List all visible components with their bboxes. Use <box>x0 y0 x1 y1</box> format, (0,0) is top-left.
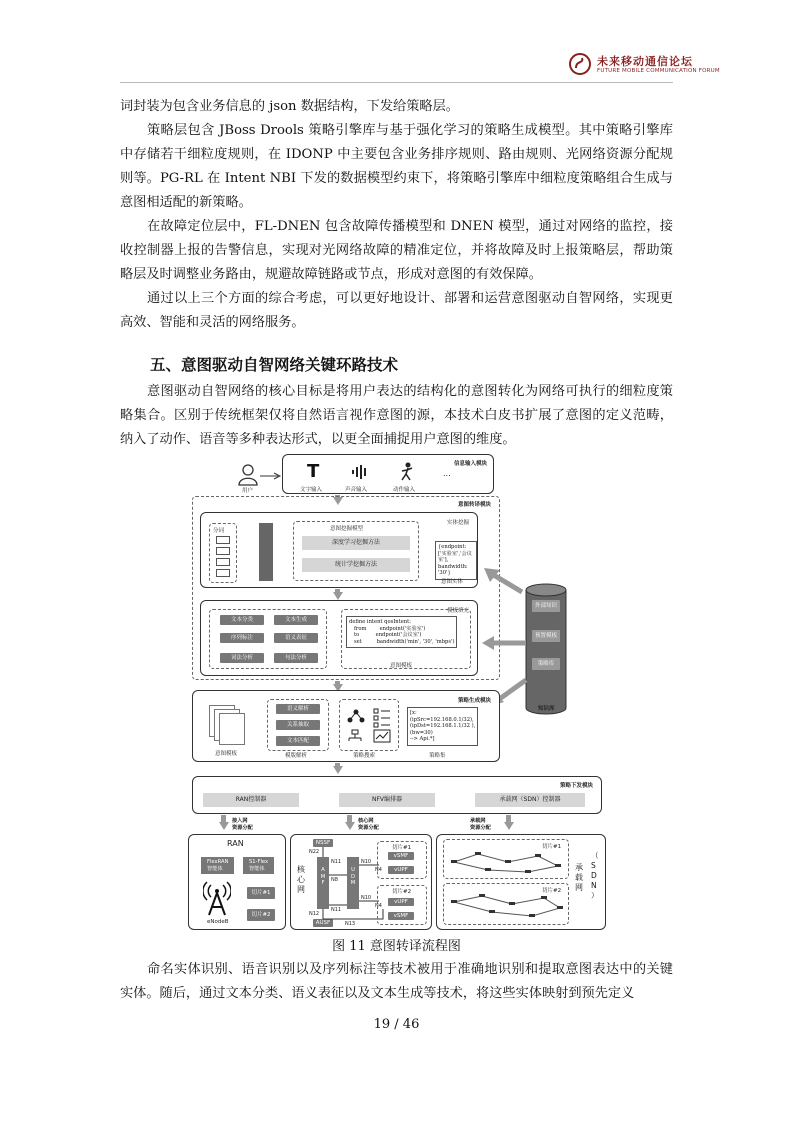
network-topology-icon <box>448 848 566 876</box>
more-inputs: ... <box>443 469 451 478</box>
arrow-down-icon <box>219 822 229 830</box>
bearer-box <box>436 834 606 930</box>
alloc-core: 核心网 资源分配 <box>358 818 379 831</box>
ausf: AUSF <box>313 919 333 927</box>
bearer-slice-2 <box>443 883 569 925</box>
entity-json: {endpoint:['实验室','会议室'], bandwidth: '30'} <box>435 541 477 580</box>
n-label: N10 <box>361 859 372 865</box>
text-input-label: 文字输入 <box>300 487 323 493</box>
alloc-bearer: 承载网 资源分配 <box>470 818 491 831</box>
template-stack-label: 意图模板 <box>215 751 238 757</box>
sdn-controller: 承载网（SDN）控制器 <box>475 793 585 807</box>
segment-label: 分词 <box>213 528 225 534</box>
smf-1: vSMF <box>388 852 414 860</box>
input-module-box <box>282 454 494 494</box>
alloc-access: 接入网 资源分配 <box>232 818 253 831</box>
slice-1-label: 切片#1 <box>392 845 412 851</box>
udm: U D M <box>347 857 359 909</box>
slice-2: 切片#2 <box>247 909 275 921</box>
kb-label: 知识库 <box>538 706 555 712</box>
nlp-grid <box>209 609 327 669</box>
search-icons <box>346 706 394 746</box>
voice-input-label: 声音输入 <box>345 487 368 493</box>
search-box <box>339 699 399 751</box>
n-label: N8 <box>331 877 338 883</box>
template-stack-icon <box>219 713 245 745</box>
parse-item: 关系抽取 <box>276 720 320 730</box>
paragraph-2: 策略层包含 JBoss Drools 策略引擎库与基于强化学习的策略生成模型。其中策略引擎库中存储若干细粒度规则，在 IDONP 中主要包含业务排序规则、路由规则、光网络资源分配规则等。PG-RL 在 Intent NBI 下发的数据模型约束下，将策略引擎库中细粒度策略组合生成与意图相适配的新策略。 <box>120 123 673 210</box>
enodeb-label: eNodeB <box>207 919 229 925</box>
policy-module-box <box>192 690 500 762</box>
network-topology-icon <box>448 892 566 920</box>
template-fill-box <box>200 600 478 676</box>
n-label: N12 <box>309 911 320 917</box>
intent-template-box <box>341 609 471 669</box>
bearer-slice-1 <box>443 839 569 879</box>
forum-logo-icon <box>568 52 592 76</box>
sdn-label: （ S D N ） <box>591 851 599 900</box>
slice-1: 切片#1 <box>247 887 275 899</box>
figure-caption: 图 11 意图转译流程图 <box>332 939 461 954</box>
nlp-item: 文本生成 <box>274 615 318 625</box>
bearer-label: 承 载 网 <box>575 863 583 892</box>
nlp-item: 词法分析 <box>220 653 264 663</box>
search-label: 策略搜索 <box>353 753 376 759</box>
paragraph-1: 词封装为包含业务信息的 json 数据结构，下发给策略层。 <box>120 99 459 114</box>
arrow-down-icon <box>504 822 514 830</box>
dispatch-module-box <box>192 776 602 814</box>
paragraph-4: 通过以上三个方面的综合考虑，可以更好地设计、部署和运营意图驱动自智网络，实现更高效、智能和灵活的网络服务。 <box>120 291 673 330</box>
antenna-icon <box>203 881 231 917</box>
intent-translation-figure <box>188 452 606 932</box>
arrow-up-left-icon <box>482 566 526 596</box>
dispatch-module-label: 策略下发模块 <box>559 783 593 789</box>
n-label: N10 <box>361 895 372 901</box>
user-icon <box>238 464 258 486</box>
kb-item: 策略库 <box>532 658 560 670</box>
kb-item: 外部知识 <box>532 600 560 612</box>
gesture-input-icon <box>398 462 416 482</box>
s1flex-agent: S1-Flex 智能体 <box>243 857 274 874</box>
core-box <box>290 834 432 930</box>
nssf: NSSF <box>313 839 333 847</box>
upf-1: vUPF <box>388 866 414 874</box>
arrow-left-icon <box>482 636 526 650</box>
deep-method-item: 深度学习挖掘方法 <box>302 536 410 550</box>
input-module-label: 信息输入模块 <box>453 461 487 467</box>
paragraph-3: 在故障定位层中，FL-DNEN 包含故障传播模型和 DNEN 模型，通过对网络的监控，接收控制器上报的告警信息，实现对光网络故障的精准定位，并将故障及时上报策略层，帮助策略层及时调整业务路由，规避故障链路或节点，形成对意图的有效保障。 <box>120 219 673 282</box>
flexran-agent: FlexRAN 智能体 <box>201 857 234 874</box>
stat-method-item: 统计学挖掘方法 <box>302 558 410 572</box>
header-divider <box>120 82 673 83</box>
entity-mining-box <box>200 512 478 588</box>
ran-controller: RAN控制器 <box>203 793 299 807</box>
template-fill-label: 模板填充 <box>446 608 469 614</box>
n-label: N13 <box>345 921 356 927</box>
parse-label: 模版解析 <box>285 753 308 759</box>
user-label: 用户 <box>242 488 254 494</box>
page-number: 19 / 46 <box>373 1017 420 1032</box>
nfv-orchestrator: NFV编排器 <box>339 793 435 807</box>
nlp-item: 句法分析 <box>274 653 318 663</box>
translate-module-label: 意图转译模块 <box>457 502 491 508</box>
arrow-down-icon <box>333 592 343 600</box>
mining-model-box <box>293 521 419 581</box>
core-slice-2 <box>377 885 427 925</box>
nlp-item: 序列标注 <box>220 633 264 643</box>
policy-code: [x: (ipSrc=192.168.0.1/32), (ipDst=192.168.1.1/32 ), (bw=30) --> Api.*] <box>407 707 478 746</box>
policy-set-label: 策略集 <box>429 753 446 759</box>
n-label: N11 <box>331 859 342 865</box>
entity-mining-label: 实体挖掘 <box>446 520 469 526</box>
brand-name-en: FUTURE MOBILE COMMUNICATION FORUM <box>597 68 720 74</box>
arrow-down-icon <box>345 822 355 830</box>
parse-item: 语义解析 <box>276 704 320 714</box>
closing-paragraph: 命名实体识别、语音识别以及序列标注等技术被用于准确地识别和提取意图表达中的关键实体。随后，通过文本分类、语义表征以及文本生成等技术，将这些实体映射到预先定义 <box>120 962 673 1001</box>
ran-box <box>188 834 286 930</box>
core-slice-1 <box>377 841 427 879</box>
n-label: N4 <box>375 903 382 909</box>
amf: A M F <box>317 857 329 909</box>
nlp-item: 文本分类 <box>220 615 264 625</box>
kb-item: 预置模板 <box>532 630 560 642</box>
n-label: N11 <box>331 907 342 913</box>
ran-label: RAN <box>227 839 244 848</box>
smf-2: vSMF <box>388 912 414 920</box>
section-paragraph: 意图驱动自智网络的核心目标是将用户表达的结构化的意图转化为网络可执行的细粒度策略集合。区别于传统框架仅将自然语言视作意图的源，本技术白皮书扩展了意图的定义范畴，纳入了动作、语音等多种表达形式，以更全面捕捉用户意图的维度。 <box>120 384 673 447</box>
upf-2: vUPF <box>388 898 414 906</box>
segment-box <box>209 523 237 583</box>
embedding-bar <box>259 523 273 581</box>
template-code: define intent qosIntent: from endpoint('实验室') to endpoint('会议室') set bandwidth('min', '30', 'mbps') <box>346 616 457 648</box>
gesture-input-label: 动作输入 <box>393 487 416 493</box>
slice-2-label: 切片#2 <box>392 889 412 895</box>
slice-2-label: 切片#2 <box>542 888 562 894</box>
n-label: N4 <box>375 867 382 873</box>
core-label: 核 心 网 <box>297 865 305 894</box>
n-label: N22 <box>309 849 320 855</box>
nlp-item: 语义表征 <box>274 633 318 643</box>
text-input-icon: T <box>307 461 320 482</box>
arrow-right-icon <box>260 472 282 480</box>
section-heading: 五、意图驱动自智网络关键环路技术 <box>150 356 399 374</box>
intent-template-label: 意图模板 <box>390 663 413 669</box>
arrow-down-icon <box>333 766 343 774</box>
parse-box <box>267 699 329 751</box>
intent-entity-label: 意图实体 <box>441 579 464 585</box>
mining-model-label: 意图挖掘模型 <box>330 526 364 532</box>
parse-item: 文本匹配 <box>276 736 320 746</box>
voice-input-icon <box>351 464 369 480</box>
policy-module-label: 策略生成模块 <box>457 698 491 704</box>
slice-1-label: 切片#1 <box>542 844 562 850</box>
brand-name-cn: 未来移动通信论坛 <box>597 55 693 68</box>
